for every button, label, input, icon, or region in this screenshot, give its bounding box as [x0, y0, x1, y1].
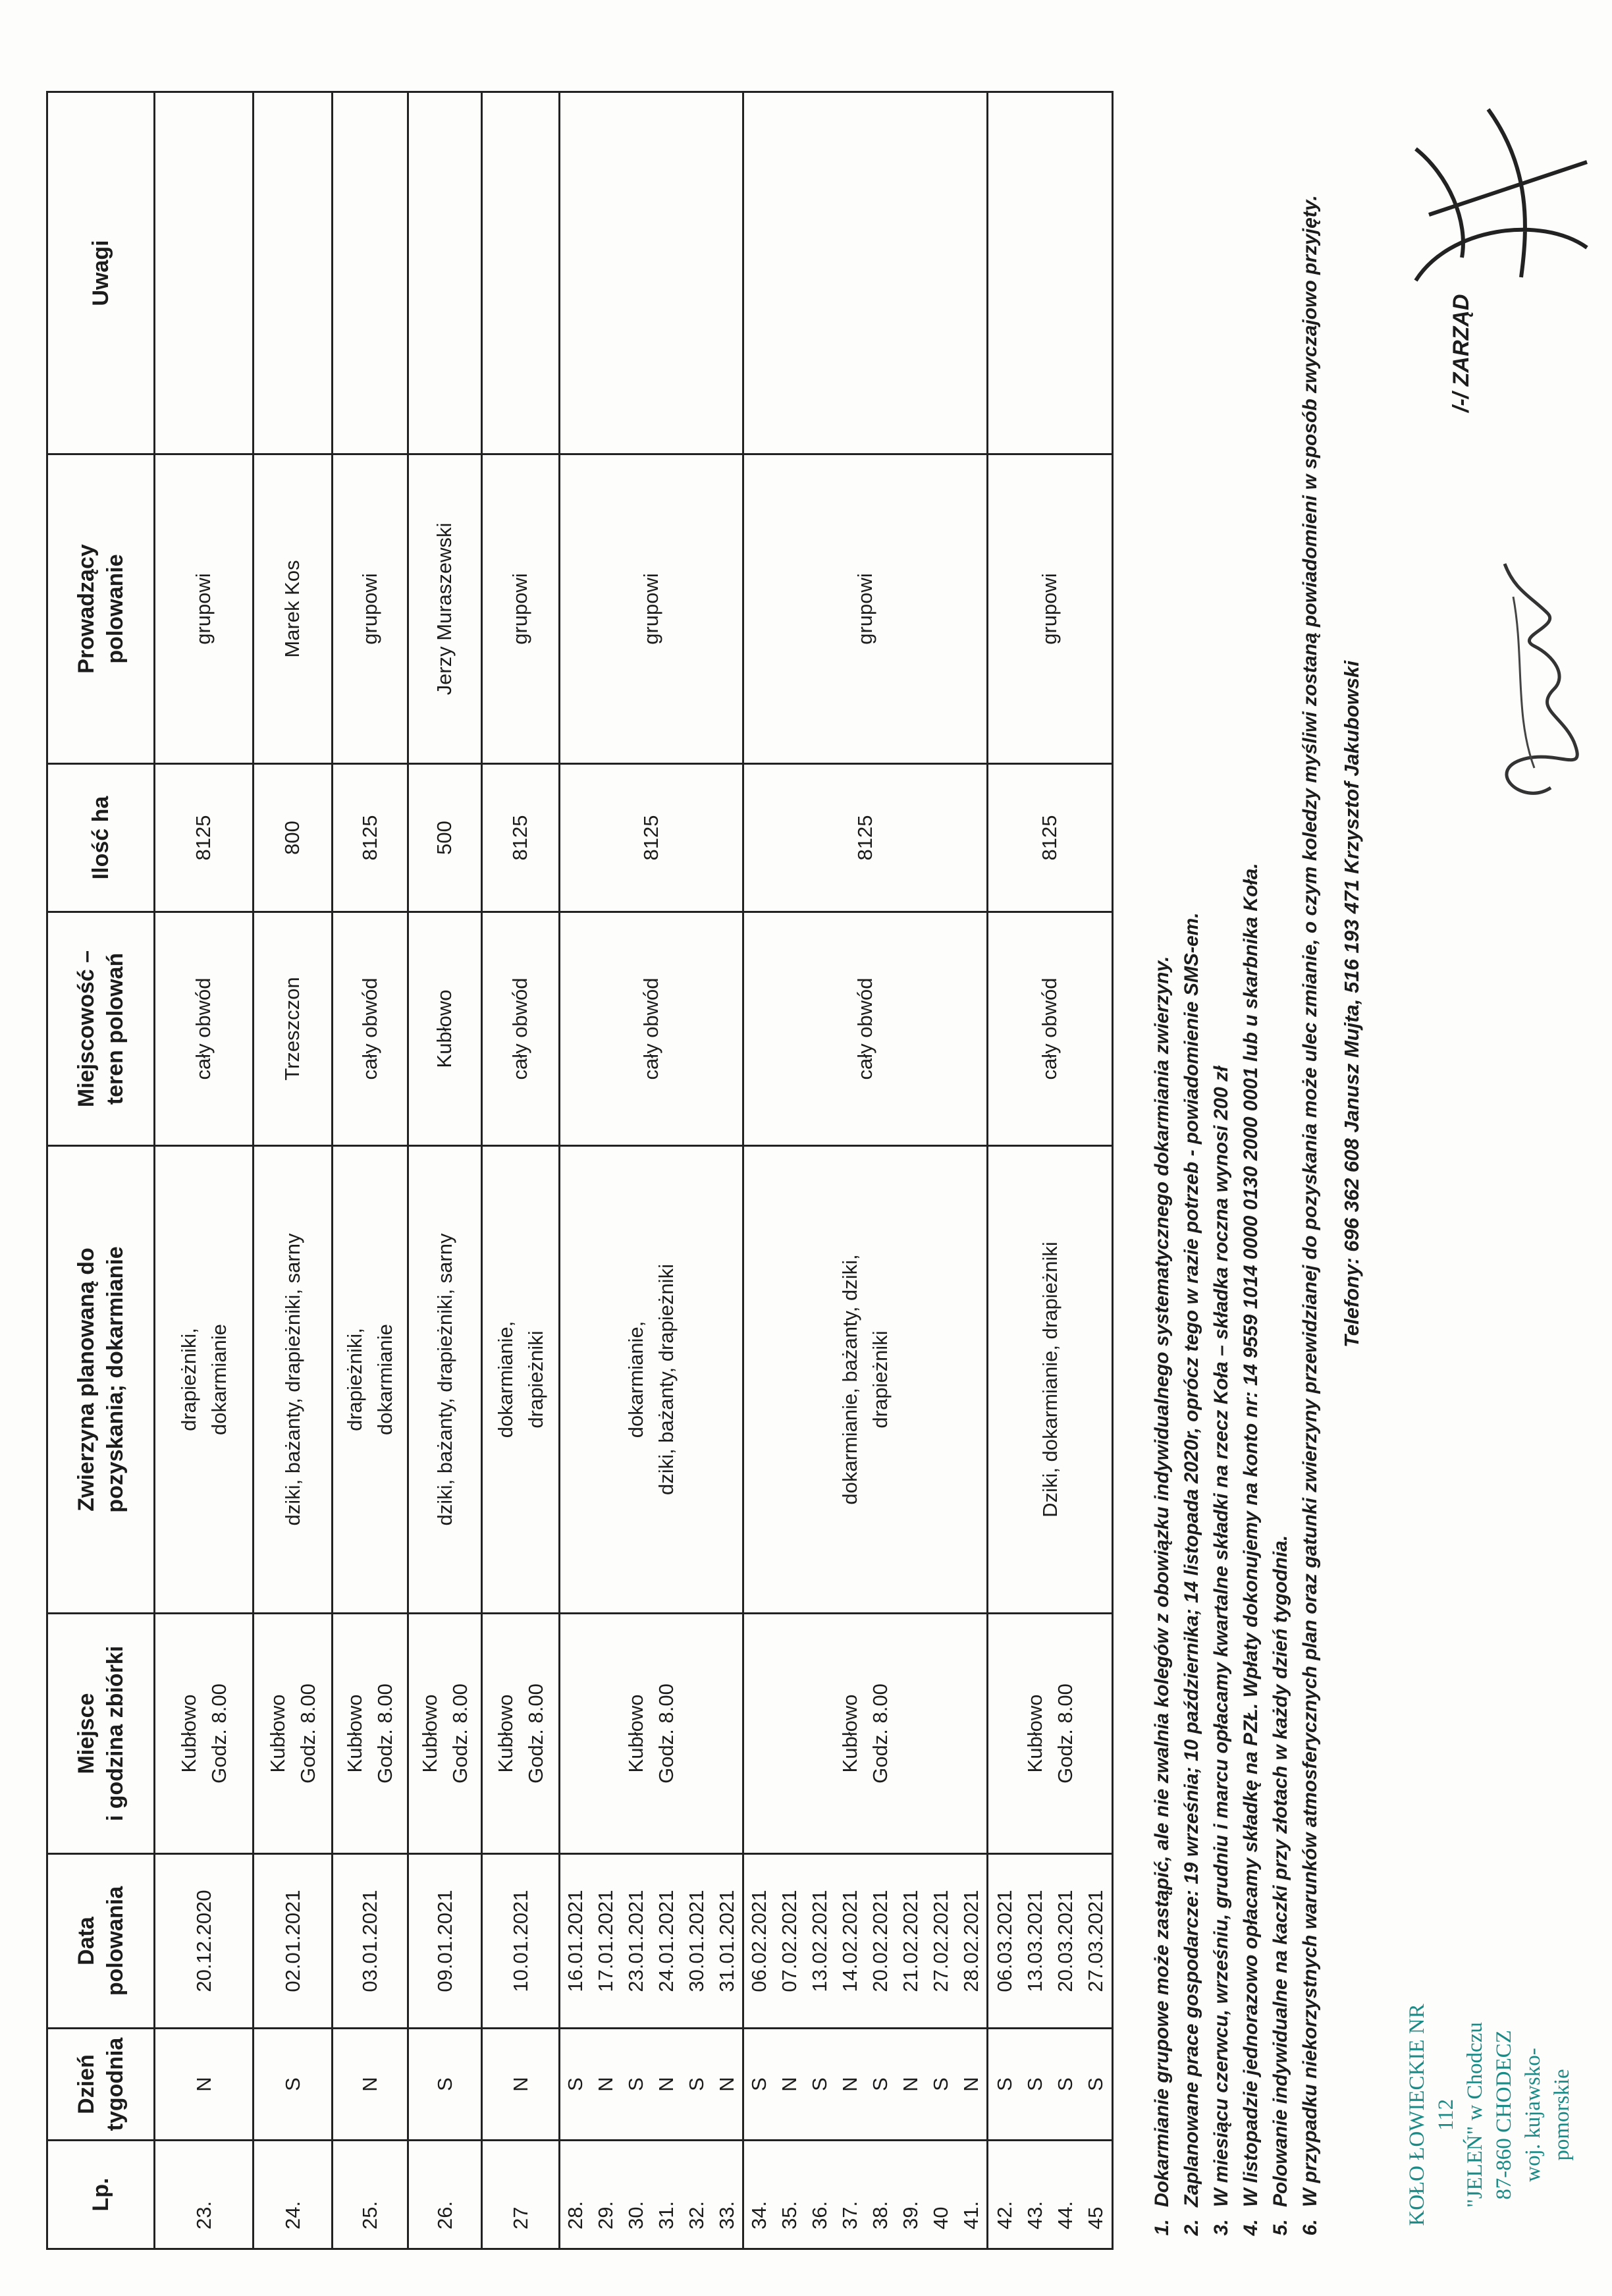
- header-ha: Ilość ha: [47, 764, 155, 912]
- cell-lp: 27: [482, 2141, 560, 2249]
- cell-remarks: [155, 92, 254, 454]
- cell-leader: grupowi: [155, 454, 254, 764]
- cell-remarks: [560, 92, 743, 454]
- table-row: [560, 92, 743, 2249]
- header-leader: Prowadzący polowanie: [47, 454, 155, 764]
- stamp-line: "JELEŃ" w Chodczu: [1463, 2022, 1487, 2208]
- cell-place: Kubłowo Godz. 8.00: [408, 1614, 482, 1854]
- cell-date: 02.01.2021: [254, 1854, 333, 2029]
- note-item: 3. W miesiącu czerwcu, wrześniu, grudniu i marcu opłacamy kwartalne składki na rzecz Koła – składka roczna wynosi 200 zł: [1206, 20, 1236, 2214]
- header-game: Zwierzyna planowaną do pozyskania; dokarmianie: [47, 1146, 155, 1614]
- cell-place: Kubłowo Godz. 8.00: [743, 1614, 988, 1854]
- cell-leader: Marek Kos: [254, 454, 333, 764]
- cell-day: S N S N S N S N: [743, 2029, 988, 2141]
- cell-remarks: [482, 92, 560, 454]
- cell-place: Kubłowo Godz. 8.00: [482, 1614, 560, 1854]
- note-item: 4. W listopadzie jednorazowo opłacamy składkę na PZŁ. Wpłaty dokonujemy na konto nr: 14 9559 1014 0000 0130 2000 0001 lub u skarbnika Koła.: [1236, 20, 1266, 2214]
- table-header-row: [47, 92, 155, 2249]
- header-remarks: Uwagi: [47, 92, 155, 454]
- cell-day: S: [408, 2029, 482, 2141]
- club-stamp: [1403, 2003, 1576, 2227]
- cell-remarks: [408, 92, 482, 454]
- cell-day: N: [333, 2029, 408, 2141]
- notes-list: [1147, 20, 1325, 2250]
- cell-leader: grupowi: [988, 454, 1113, 764]
- cell-day: S N S N S N: [560, 2029, 743, 2141]
- cell-place: Kubłowo Godz. 8.00: [155, 1614, 254, 1854]
- stamp-line: 87-860 CHODECZ: [1492, 2030, 1516, 2200]
- cell-ha: 8125: [560, 764, 743, 912]
- board-label: /-/ ZARZĄD: [1449, 294, 1474, 412]
- cell-area: cały obwód: [333, 912, 408, 1146]
- note-item: 6. W przypadku niekorzystnych warunków atmosferycznych plan oraz gatunki zwierzyny przewidzianej do pozyskania może ulec zmianie, o czym koledzy myśliwi zostaną powiadomieni w sposób zwyczajowo przyjęty.: [1295, 20, 1325, 2214]
- cell-game: drapieżniki, dokarmianie: [155, 1146, 254, 1614]
- cell-day: N: [482, 2029, 560, 2141]
- cell-game: dokarmianie, drapieżniki: [482, 1146, 560, 1614]
- phone-numbers: Telefony: 696 362 608 Janusz Mujta, 516 193 471 Krzysztof Jakubowski: [1340, 661, 1363, 1348]
- cell-place: Kubłowo Godz. 8.00: [988, 1614, 1113, 1854]
- cell-ha: 500: [408, 764, 482, 912]
- cell-lp: 42. 43. 44. 45: [988, 2141, 1113, 2249]
- cell-area: cały obwód: [155, 912, 254, 1146]
- cell-lp: 34. 35. 36. 37. 38. 39. 40 41.: [743, 2141, 988, 2249]
- header-lp: Lp.: [47, 2141, 155, 2249]
- cell-date: 03.01.2021: [333, 1854, 408, 2029]
- cell-date: 20.12.2020: [155, 1854, 254, 2029]
- cell-place: Kubłowo Godz. 8.00: [333, 1614, 408, 1854]
- table-row: [254, 92, 333, 2249]
- table-row: [743, 92, 988, 2249]
- table-row: [408, 92, 482, 2249]
- cell-ha: 8125: [988, 764, 1113, 912]
- cell-date: 06.03.2021 13.03.2021 20.03.2021 27.03.2021: [988, 1854, 1113, 2029]
- handwritten-signature-icon: [1389, 70, 1607, 873]
- header-day: Dzień tygodnia: [47, 2029, 155, 2141]
- stamp-line: woj. kujawsko-pomorskie: [1521, 2048, 1574, 2182]
- cell-game: dokarmianie, dziki, bażanty, drapieżniki: [560, 1146, 743, 1614]
- cell-ha: 800: [254, 764, 333, 912]
- cell-leader: Jerzy Muraszewski: [408, 454, 482, 764]
- cell-day: N: [155, 2029, 254, 2141]
- cell-ha: 8125: [333, 764, 408, 912]
- cell-leader: grupowi: [333, 454, 408, 764]
- cell-leader: grupowi: [743, 454, 988, 764]
- stamp-line: KOŁO ŁOWIECKIE NR 112: [1405, 2004, 1458, 2226]
- cell-lp: 26.: [408, 2141, 482, 2249]
- cell-ha: 8125: [743, 764, 988, 912]
- note-item: 1. Dokarmianie grupowe może zastąpić, ale nie zwalnia kolegów z obowiązku indywidualnego systematycznego dokarmiania zwierzyny.: [1147, 20, 1177, 2214]
- cell-lp: 25.: [333, 2141, 408, 2249]
- cell-remarks: [254, 92, 333, 454]
- cell-date: 09.01.2021: [408, 1854, 482, 2029]
- cell-area: cały obwód: [482, 912, 560, 1146]
- header-date: Data polowania: [47, 1854, 155, 2029]
- cell-game: dziki, bażanty, drapieżniki, sarny: [254, 1146, 333, 1614]
- cell-place: Kubłowo Godz. 8.00: [560, 1614, 743, 1854]
- header-place: Miejsce i godzina zbiórki: [47, 1614, 155, 1854]
- cell-game: dokarmianie, bażanty, dziki, drapieżniki: [743, 1146, 988, 1614]
- table-body: [155, 92, 1113, 2249]
- cell-place: Kubłowo Godz. 8.00: [254, 1614, 333, 1854]
- cell-date: 06.02.2021 07.02.2021 13.02.2021 14.02.2021 20.02.2021 21.02.2021 27.02.2021 28.02.2021: [743, 1854, 988, 2029]
- table-row: [333, 92, 408, 2249]
- table-row: [988, 92, 1113, 2249]
- cell-date: 16.01.2021 17.01.2021 23.01.2021 24.01.2021 30.01.2021 31.01.2021: [560, 1854, 743, 2029]
- cell-remarks: [333, 92, 408, 454]
- cell-ha: 8125: [482, 764, 560, 912]
- table-row: [155, 92, 254, 2249]
- cell-lp: 28. 29. 30. 31. 32. 33.: [560, 2141, 743, 2249]
- cell-date: 10.01.2021: [482, 1854, 560, 2029]
- cell-area: Trzeszczon: [254, 912, 333, 1146]
- hunting-plan-table: [46, 91, 1114, 2250]
- note-item: 5. Polowanie indywidualne na kaczki przy złotach w każdy dzień tygodnia.: [1266, 20, 1295, 2214]
- cell-area: cały obwód: [988, 912, 1113, 1146]
- cell-game: drapieżniki, dokarmianie: [333, 1146, 408, 1614]
- cell-area: cały obwód: [560, 912, 743, 1146]
- cell-lp: 24.: [254, 2141, 333, 2249]
- cell-leader: grupowi: [482, 454, 560, 764]
- header-area: Miejscowość – teren polowań: [47, 912, 155, 1146]
- cell-area: cały obwód: [743, 912, 988, 1146]
- cell-day: S: [254, 2029, 333, 2141]
- cell-day: S S S S: [988, 2029, 1113, 2141]
- table-row: [482, 92, 560, 2249]
- note-item: 2. Zaplanowane prace gospodarcze: 19 września; 10 października; 14 listopada 2020r, oprócz tego w razie potrzeb - powiadomienie SMS-em.: [1177, 20, 1206, 2214]
- cell-game: dziki, bażanty, drapieżniki, sarny: [408, 1146, 482, 1614]
- cell-game: Dziki, dokarmianie, drapieżniki: [988, 1146, 1113, 1614]
- cell-lp: 23.: [155, 2141, 254, 2249]
- cell-remarks: [988, 92, 1113, 454]
- cell-remarks: [743, 92, 988, 454]
- signature-block: [1389, 70, 1607, 873]
- cell-area: Kubłowo: [408, 912, 482, 1146]
- cell-leader: grupowi: [560, 454, 743, 764]
- cell-ha: 8125: [155, 764, 254, 912]
